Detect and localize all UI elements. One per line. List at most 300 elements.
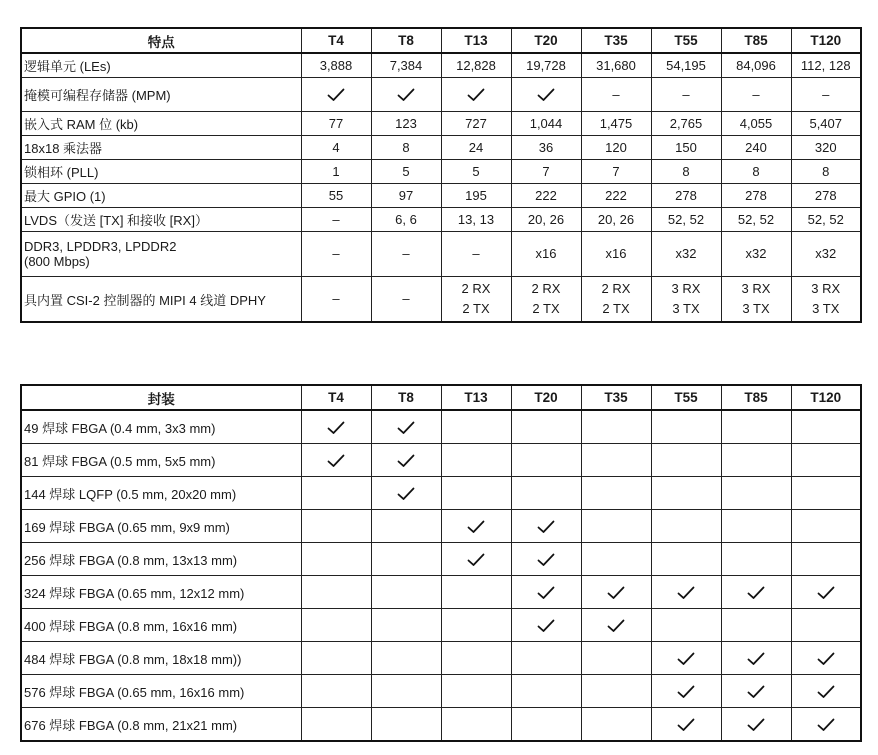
check-icon <box>817 718 835 732</box>
package-support-t85 <box>721 510 791 543</box>
feature-value-line: 12,828 <box>456 57 496 73</box>
feature-value-line: 240 <box>745 139 767 155</box>
check-icon <box>607 586 625 600</box>
package-support-t120 <box>791 576 861 609</box>
feature-value-line: 8 <box>752 163 760 179</box>
feature-value-line: 5 <box>472 163 480 179</box>
package-support-t20 <box>511 477 581 510</box>
package-support-t120 <box>791 410 861 444</box>
check-icon <box>747 718 765 732</box>
package-table <box>20 384 862 742</box>
package-support-t55 <box>651 543 721 576</box>
feature-value-line: – <box>472 246 480 261</box>
package-support-t4 <box>301 543 371 576</box>
feature-value-t4 <box>301 208 371 232</box>
feature-value-line: 52, 52 <box>667 211 705 227</box>
feature-value-t35 <box>581 208 651 232</box>
check-icon <box>677 586 695 600</box>
feature-value-line: 3 TX <box>812 301 840 316</box>
check-icon <box>607 619 625 633</box>
feature-label-line: 18x18 乘法器 <box>24 141 103 156</box>
feature-value-t35 <box>581 232 651 277</box>
package-support-t20 <box>511 510 581 543</box>
feature-value-line: 4 <box>332 139 340 155</box>
column-header-t120: T120 <box>791 28 861 53</box>
feature-value-t13 <box>441 160 511 184</box>
column-header-t13: T13 <box>441 28 511 53</box>
feature-value-line: 3 RX <box>811 281 841 296</box>
check-icon <box>747 685 765 699</box>
feature-value-line: 8 <box>682 163 690 179</box>
feature-value-line: 320 <box>814 139 837 155</box>
package-label: 49 焊球 FBGA (0.4 mm, 3x3 mm) <box>21 410 301 444</box>
feature-value-t35 <box>581 136 651 160</box>
feature-value-t55 <box>651 184 721 208</box>
package-support-t85 <box>721 410 791 444</box>
feature-value-line: x32 <box>675 246 697 261</box>
check-icon <box>677 685 695 699</box>
feature-label <box>21 53 301 78</box>
check-icon <box>327 88 345 102</box>
package-support-t85 <box>721 576 791 609</box>
feature-value-line: 31,680 <box>596 57 636 73</box>
package-row <box>21 444 861 477</box>
feature-value-line: 2 RX <box>531 281 561 296</box>
package-support-t55 <box>651 675 721 708</box>
feature-value-line: 120 <box>605 139 627 155</box>
check-icon <box>467 520 485 534</box>
check-icon <box>537 520 555 534</box>
feature-value-t85 <box>721 160 791 184</box>
feature-value-line: 54,195 <box>666 57 706 73</box>
check-icon <box>327 454 345 468</box>
package-support-t4 <box>301 609 371 642</box>
features-header-row <box>21 28 861 53</box>
package-support-t55 <box>651 708 721 742</box>
package-support-t13 <box>441 609 511 642</box>
package-support-t8 <box>371 477 441 510</box>
package-support-t8 <box>371 609 441 642</box>
check-icon <box>817 586 835 600</box>
package-support-t85 <box>721 708 791 742</box>
check-icon <box>537 586 555 600</box>
feature-value-t13 <box>441 184 511 208</box>
package-label: 484 焊球 FBGA (0.8 mm, 18x18 mm)) <box>21 642 301 675</box>
feature-value-t55 <box>651 136 721 160</box>
package-support-t85 <box>721 444 791 477</box>
package-support-t4 <box>301 477 371 510</box>
package-support-t13 <box>441 642 511 675</box>
package-header-row <box>21 385 861 410</box>
feature-value-line: 278 <box>675 187 697 203</box>
feature-value-t55 <box>651 208 721 232</box>
feature-value-line: – <box>402 291 410 306</box>
feature-value-line: 20, 26 <box>597 211 635 227</box>
feature-value-line: 5 <box>402 163 410 179</box>
feature-value-t120 <box>791 160 861 184</box>
package-support-t13 <box>441 708 511 742</box>
feature-value-line: 7 <box>542 163 550 179</box>
feature-label-line: (800 Mbps) <box>24 254 90 269</box>
feature-value-line: 3 TX <box>672 301 700 316</box>
feature-value-line: 1,044 <box>529 115 563 131</box>
check-icon <box>677 718 695 732</box>
feature-value-line: 84,096 <box>736 57 776 73</box>
package-row <box>21 609 861 642</box>
column-header-t55: T55 <box>651 28 721 53</box>
package-support-t85 <box>721 543 791 576</box>
feature-value-t20 <box>511 160 581 184</box>
feature-value-t85 <box>721 112 791 136</box>
feature-row <box>21 78 861 112</box>
feature-value-line: 727 <box>465 115 487 131</box>
feature-value-line: 112, 128 <box>800 57 851 73</box>
package-label: 324 焊球 FBGA (0.65 mm, 12x12 mm) <box>21 576 301 609</box>
feature-value-t13 <box>441 136 511 160</box>
package-support-t20 <box>511 410 581 444</box>
check-icon <box>397 88 415 102</box>
package-support-t20 <box>511 675 581 708</box>
feature-value-t35 <box>581 277 651 323</box>
package-label: 256 焊球 FBGA (0.8 mm, 13x13 mm) <box>21 543 301 576</box>
package-label: 400 焊球 FBGA (0.8 mm, 16x16 mm) <box>21 609 301 642</box>
feature-value-line: x32 <box>745 246 767 261</box>
column-header-t4: T4 <box>301 28 371 53</box>
feature-value-t85 <box>721 78 791 112</box>
package-support-t13 <box>441 675 511 708</box>
feature-value-t8 <box>371 232 441 277</box>
feature-value-t4 <box>301 53 371 78</box>
feature-label-line: 最大 GPIO (1) <box>24 189 106 204</box>
package-support-t20 <box>511 576 581 609</box>
feature-value-line: – <box>822 86 830 102</box>
package-support-t35 <box>581 708 651 742</box>
feature-value-line: – <box>752 86 760 102</box>
feature-value-t13 <box>441 277 511 323</box>
feature-value-line: 222 <box>535 187 557 203</box>
feature-value-line: 8 <box>402 139 410 155</box>
package-support-t120 <box>791 675 861 708</box>
feature-value-line: 7 <box>612 163 620 179</box>
feature-label <box>21 232 301 277</box>
feature-label <box>21 160 301 184</box>
feature-value-t8 <box>371 112 441 136</box>
feature-value-t120 <box>791 78 861 112</box>
check-icon <box>397 487 415 501</box>
feature-row <box>21 112 861 136</box>
package-support-t85 <box>721 609 791 642</box>
feature-value-line: 7,384 <box>389 57 423 73</box>
package-support-t35 <box>581 675 651 708</box>
features-header-label: 特点 <box>21 28 301 53</box>
feature-value-line: 2 RX <box>601 281 631 296</box>
feature-label <box>21 184 301 208</box>
feature-value-line: 19,728 <box>526 57 566 73</box>
package-row <box>21 708 861 742</box>
feature-value-t120 <box>791 208 861 232</box>
feature-value-t20 <box>511 232 581 277</box>
feature-value-t120 <box>791 53 861 78</box>
package-support-t13 <box>441 543 511 576</box>
feature-value-line: 1 <box>332 163 340 179</box>
feature-value-t4 <box>301 184 371 208</box>
feature-row <box>21 53 861 78</box>
package-support-t35 <box>581 543 651 576</box>
feature-label <box>21 208 301 232</box>
package-support-t20 <box>511 609 581 642</box>
package-support-t8 <box>371 444 441 477</box>
feature-value-t55 <box>651 232 721 277</box>
feature-value-t35 <box>581 160 651 184</box>
package-support-t85 <box>721 675 791 708</box>
column-header-t35: T35 <box>581 385 651 410</box>
feature-label-line: 锁相环 (PLL) <box>24 165 99 180</box>
package-support-t4 <box>301 642 371 675</box>
column-header-t85: T85 <box>721 385 791 410</box>
package-support-t35 <box>581 477 651 510</box>
package-support-t20 <box>511 708 581 742</box>
feature-value-line: 24 <box>468 139 484 155</box>
package-support-t20 <box>511 642 581 675</box>
feature-value-t55 <box>651 53 721 78</box>
check-icon <box>327 421 345 435</box>
feature-value-t35 <box>581 78 651 112</box>
package-support-t120 <box>791 444 861 477</box>
feature-value-line: 3 RX <box>671 281 701 296</box>
feature-value-line: – <box>612 86 620 102</box>
package-support-t35 <box>581 510 651 543</box>
package-support-t120 <box>791 543 861 576</box>
feature-value-line: 36 <box>538 139 554 155</box>
feature-value-line: 8 <box>822 163 830 179</box>
package-support-t4 <box>301 708 371 742</box>
feature-row <box>21 208 861 232</box>
package-support-t4 <box>301 410 371 444</box>
feature-label-line: 逻辑单元 (LEs) <box>24 59 111 74</box>
feature-value-t20 <box>511 112 581 136</box>
feature-value-t4 <box>301 112 371 136</box>
package-support-t85 <box>721 642 791 675</box>
feature-value-line: 123 <box>395 115 417 131</box>
column-header-t20: T20 <box>511 385 581 410</box>
feature-value-t85 <box>721 184 791 208</box>
package-row <box>21 642 861 675</box>
feature-value-line: – <box>682 86 690 102</box>
package-support-t8 <box>371 543 441 576</box>
column-header-t120: T120 <box>791 385 861 410</box>
feature-value-line: 13, 13 <box>457 211 495 227</box>
package-row <box>21 477 861 510</box>
feature-label-line: LVDS（发送 [TX] 和接收 [RX]） <box>24 213 208 228</box>
feature-value-t55 <box>651 78 721 112</box>
feature-value-t13 <box>441 78 511 112</box>
feature-value-t120 <box>791 277 861 323</box>
column-header-t4: T4 <box>301 385 371 410</box>
check-icon <box>817 685 835 699</box>
column-header-t35: T35 <box>581 28 651 53</box>
package-support-t55 <box>651 510 721 543</box>
package-label: 676 焊球 FBGA (0.8 mm, 21x21 mm) <box>21 708 301 742</box>
feature-value-t20 <box>511 277 581 323</box>
feature-value-t120 <box>791 112 861 136</box>
package-support-t8 <box>371 708 441 742</box>
package-support-t8 <box>371 675 441 708</box>
feature-value-line: 52, 52 <box>807 211 844 227</box>
feature-row <box>21 277 861 323</box>
feature-value-t35 <box>581 184 651 208</box>
feature-value-line: 150 <box>675 139 697 155</box>
feature-value-line: 3 RX <box>741 281 771 296</box>
feature-value-t20 <box>511 184 581 208</box>
package-support-t4 <box>301 675 371 708</box>
package-support-t85 <box>721 477 791 510</box>
feature-value-line: 3,888 <box>319 57 353 73</box>
package-label: 576 焊球 FBGA (0.65 mm, 16x16 mm) <box>21 675 301 708</box>
feature-value-t4 <box>301 277 371 323</box>
feature-label-line: DDR3, LPDDR3, LPDDR2 <box>24 239 177 254</box>
feature-row <box>21 136 861 160</box>
feature-value-t20 <box>511 78 581 112</box>
feature-value-line: 278 <box>745 187 767 203</box>
feature-value-t4 <box>301 136 371 160</box>
package-row <box>21 510 861 543</box>
feature-value-line: 20, 26 <box>527 211 565 227</box>
feature-value-t13 <box>441 112 511 136</box>
package-support-t55 <box>651 410 721 444</box>
feature-row <box>21 184 861 208</box>
package-label: 144 焊球 LQFP (0.5 mm, 20x20 mm) <box>21 477 301 510</box>
feature-value-line: x32 <box>815 246 837 261</box>
package-support-t13 <box>441 444 511 477</box>
package-support-t55 <box>651 609 721 642</box>
package-support-t13 <box>441 410 511 444</box>
package-support-t120 <box>791 708 861 742</box>
feature-value-t120 <box>791 232 861 277</box>
package-support-t13 <box>441 477 511 510</box>
feature-value-t120 <box>791 136 861 160</box>
package-support-t35 <box>581 609 651 642</box>
feature-value-line: x16 <box>535 246 557 261</box>
feature-label <box>21 112 301 136</box>
feature-value-t4 <box>301 160 371 184</box>
feature-value-line: 195 <box>465 187 487 203</box>
package-support-t55 <box>651 576 721 609</box>
column-header-t85: T85 <box>721 28 791 53</box>
check-icon <box>677 652 695 666</box>
feature-value-line: 3 TX <box>742 301 770 316</box>
feature-value-t35 <box>581 112 651 136</box>
feature-value-line: 222 <box>605 187 627 203</box>
feature-value-t13 <box>441 53 511 78</box>
feature-value-line: x16 <box>605 246 627 261</box>
package-support-t120 <box>791 477 861 510</box>
package-row <box>21 576 861 609</box>
package-support-t55 <box>651 444 721 477</box>
package-label: 81 焊球 FBGA (0.5 mm, 5x5 mm) <box>21 444 301 477</box>
feature-value-t55 <box>651 112 721 136</box>
feature-value-line: 52, 52 <box>737 211 775 227</box>
feature-value-line: 5,407 <box>809 115 843 131</box>
package-support-t35 <box>581 410 651 444</box>
feature-value-line: – <box>332 246 340 261</box>
feature-value-line: 2 TX <box>532 301 560 316</box>
feature-value-t8 <box>371 184 441 208</box>
check-icon <box>817 652 835 666</box>
feature-value-line: – <box>402 246 410 261</box>
feature-value-line: 2 TX <box>602 301 630 316</box>
package-support-t35 <box>581 642 651 675</box>
feature-value-line: – <box>332 211 340 227</box>
package-support-t20 <box>511 444 581 477</box>
package-support-t8 <box>371 576 441 609</box>
package-support-t8 <box>371 410 441 444</box>
feature-value-line: – <box>332 291 340 306</box>
package-support-t8 <box>371 510 441 543</box>
package-support-t8 <box>371 642 441 675</box>
package-support-t35 <box>581 576 651 609</box>
feature-label-line: 嵌入式 RAM 位 (kb) <box>24 117 139 132</box>
package-row <box>21 410 861 444</box>
column-header-t13: T13 <box>441 385 511 410</box>
feature-label-line: 具内置 CSI-2 控制器的 MIPI 4 线道 DPHY <box>24 292 266 308</box>
check-icon <box>537 88 555 102</box>
feature-value-t13 <box>441 232 511 277</box>
feature-value-t8 <box>371 160 441 184</box>
feature-value-t85 <box>721 208 791 232</box>
feature-value-t8 <box>371 277 441 323</box>
feature-value-t85 <box>721 232 791 277</box>
feature-value-t20 <box>511 208 581 232</box>
feature-value-line: 278 <box>814 187 837 203</box>
check-icon <box>397 454 415 468</box>
package-support-t4 <box>301 510 371 543</box>
check-icon <box>747 652 765 666</box>
feature-label-line: 掩模可编程存储器 (MPM) <box>24 88 171 103</box>
feature-value-line: 77 <box>328 115 344 131</box>
check-icon <box>467 88 485 102</box>
feature-label <box>21 136 301 160</box>
column-header-t8: T8 <box>371 28 441 53</box>
feature-label <box>21 277 301 323</box>
package-row <box>21 675 861 708</box>
feature-value-t8 <box>371 136 441 160</box>
column-header-t55: T55 <box>651 385 721 410</box>
package-support-t20 <box>511 543 581 576</box>
package-label: 169 焊球 FBGA (0.65 mm, 9x9 mm) <box>21 510 301 543</box>
check-icon <box>537 619 555 633</box>
package-support-t120 <box>791 642 861 675</box>
feature-row <box>21 160 861 184</box>
feature-value-line: 2,765 <box>669 115 703 131</box>
feature-value-line: 55 <box>328 187 344 203</box>
check-icon <box>397 421 415 435</box>
check-icon <box>537 553 555 567</box>
feature-value-t8 <box>371 53 441 78</box>
package-support-t55 <box>651 642 721 675</box>
package-support-t13 <box>441 576 511 609</box>
package-row <box>21 543 861 576</box>
feature-value-t120 <box>791 184 861 208</box>
feature-value-line: 1,475 <box>599 115 633 131</box>
feature-value-t85 <box>721 277 791 323</box>
feature-value-t85 <box>721 136 791 160</box>
feature-value-line: 2 RX <box>461 281 491 296</box>
feature-value-line: 2 TX <box>462 301 490 316</box>
feature-value-t55 <box>651 277 721 323</box>
feature-label <box>21 78 301 112</box>
feature-value-t20 <box>511 53 581 78</box>
package-support-t4 <box>301 444 371 477</box>
